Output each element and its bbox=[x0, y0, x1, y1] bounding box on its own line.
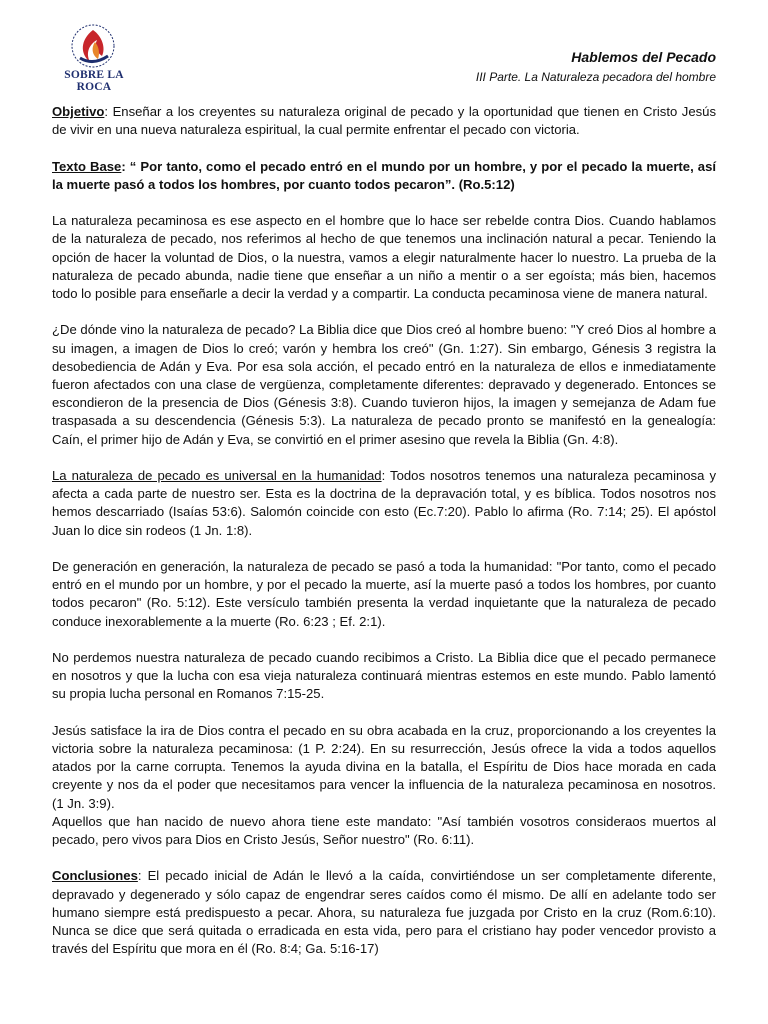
church-logo bbox=[50, 22, 136, 93]
conclusiones-label: Conclusiones bbox=[52, 868, 138, 884]
objetivo-text: : Enseñar a los creyentes su naturaleza original de pecado y la oportunidad que tienen en Cristo Jesús de vivir en una nueva naturaleza espiritual, la cual permite enfrentar el pecado con victoria. bbox=[52, 104, 716, 138]
texto-base-label: Texto Base bbox=[52, 158, 122, 174]
paragraph-3-text: : Todos nosotros tenemos una naturaleza pecaminosa y afecta a cada parte de nuestro ser. Esta es la doctrina de la depravación total, y es bíblica. Todos nosotros nos hemos descarriado (Isaías 53:6). Salomón coincide con esto (Ec.7:20). Pablo lo afirma (Ro. 7:14; 25). El apóstol Juan lo dice sin rodeos (1 Jn. 1:8). bbox=[52, 468, 716, 538]
paragraph-2: ¿De dónde vino la naturaleza de pecado? La Biblia dice que Dios creó al hombre bueno: "Y creó Dios al hombre a su imagen, a imagen de Dios lo creó; varón y hembra los creó" (Gn. 1:27). Sin embargo, Génesis 3 registra la desobediencia de Adán y Eva. Por esa sola acción, el pecado entró en la naturaleza de ellos e inmediatamente fueron afectados con una clase de vergüenza, completamente diferentes: depravado y degenerado. Entonces se escondieron de la presencia de Dios (Génesis 3:8). Cuando tuvieron hijos, la imagen y semejanza de Adam fue traspasada a su descendencia (Génesis 5:3). La naturaleza de pecado pronto se manifestó en la genealogía: Caín, el primer hijo de Adán y Eva, se convirtió en el primer asesino que revela la Biblia (Gn. 4:8). bbox=[52, 322, 716, 447]
objetivo-paragraph bbox=[52, 103, 716, 139]
logo-text: SOBRE LA ROCA bbox=[64, 69, 124, 93]
paragraph-5: No perdemos nuestra naturaleza de pecado cuando recibimos a Cristo. La Biblia dice que el pecado permanece en nosotros y que la lucha con esa vieja naturaleza continuará mientras estemos en este mundo. Pablo lamentó su propia lucha personal en Romanos 7:15-25. bbox=[52, 650, 716, 702]
conclusiones-paragraph bbox=[52, 867, 716, 958]
paragraph-6: Jesús satisface la ira de Dios contra el pecado en su obra acabada en la cruz, proporcionando a los creyentes la victoria sobre la naturaleza pecaminosa: (1 P. 2:24). En su resurrección, Jesús ofrece la vida a todos aquellos atados por la carne corrupta. Tenemos la ayuda divina en la batalla, el Espíritu de Dios hace morada en cada creyente y nos da el poder que necesitamos para vencer la influencia de la naturaleza pecaminosa en nosotros. (1 Jn. 3:9). bbox=[52, 722, 716, 811]
objetivo-label: Objetivo bbox=[52, 104, 105, 119]
texto-base-paragraph bbox=[52, 158, 716, 194]
document-subtitle: III Parte. La Naturaleza pecadora del hombre bbox=[475, 70, 716, 84]
paragraph-7: Aquellos que han nacido de nuevo ahora tiene este mandato: "Así también vosotros consideraos muertos al pecado, pero vivos para Dios en Cristo Jesús, Señor nuestro" (Ro. 6:11). bbox=[52, 813, 716, 848]
paragraph-3 bbox=[52, 467, 716, 540]
paragraph-4: De generación en generación, la naturaleza de pecado se pasó a toda la humanidad: "Por tanto, como el pecado entró en el mundo por un hombre, y por el pecado la muerte, así la muerte pasó a todos los hombres, por cuanto todos pecaron" (Ro. 5:12). Este versículo también presenta la verdad inquietante que la naturaleza de pecado conduce inexorablemente a la muerte (Ro. 6:23 ; Ef. 2:1). bbox=[52, 559, 716, 629]
flame-circle-icon bbox=[50, 22, 136, 72]
document-header bbox=[476, 48, 716, 86]
texto-base-text: : “ Por tanto, como el pecado entró en el mundo por un hombre, y por el pecado la muerte, así la muerte pasó a todos los hombres, por cuanto todos pecaron”. (Ro.5:12) bbox=[52, 158, 716, 192]
conclusiones-text: : El pecado inicial de Adán le llevó a la caída, convirtiéndose un ser completamente diferente, depravado y degenerado y sólo capaz de engendrar seres caídos como él mismo. De allí en adelante todo ser humano siempre está predispuesto a pecar. Ahora, su naturaleza fue juzgada por Cristo en la cruz (Rom.6:10). Nunca se dice que será quitada o erradicada en esta vida, pero para el cristiano hay poder vencedor provisto a través del Espíritu que mora en él (Ro. 8:4; Ga. 5:16-17) bbox=[52, 868, 716, 957]
universal-label: La naturaleza de pecado es universal en la humanidad bbox=[52, 468, 382, 483]
document-body bbox=[52, 103, 716, 977]
paragraph-1: La naturaleza pecaminosa es ese aspecto en el hombre que lo hace ser rebelde contra Dios. Cuando hablamos de la naturaleza de pecado, nos referimos al hecho de que tenemos una inclinación natural a pecar. Teniendo la opción de hacer la voluntad de Dios, o la nuestra, vamos a elegir naturalmente hacer lo nuestro. La prueba de la naturaleza de pecado abunda, nadie tiene que enseñar a un niño a mentir o a ser egoísta; más bien, hacemos todo lo posible para enseñarle a decir la verdad y a compartir. La conducta pecaminosa viene de manera natural. bbox=[52, 213, 716, 301]
document-title: Hablemos del Pecado bbox=[571, 49, 716, 65]
